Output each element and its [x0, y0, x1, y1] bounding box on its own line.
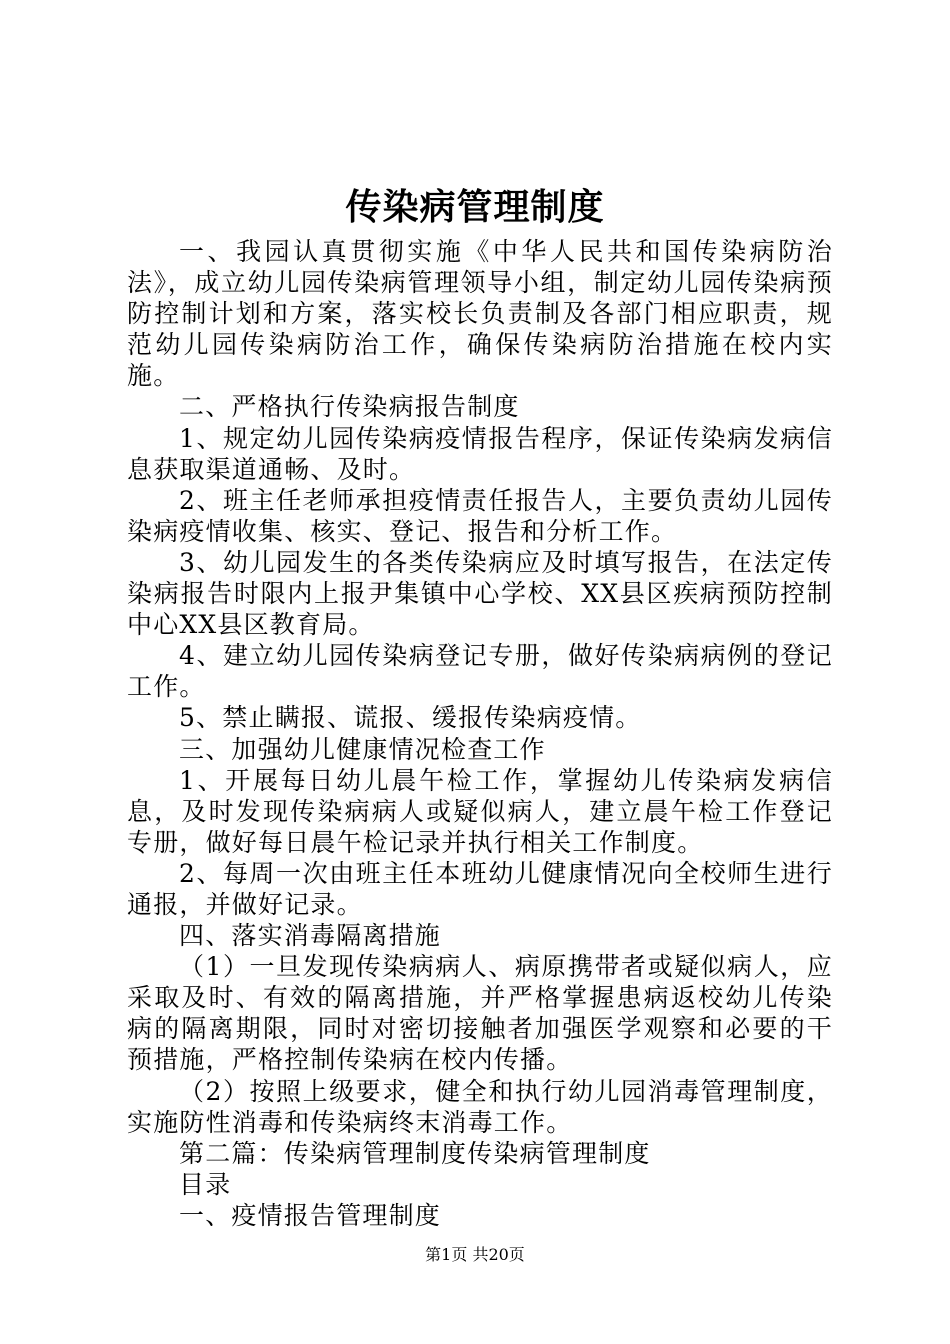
page-footer: 第1页 共20页: [425, 1245, 525, 1264]
paragraph: （2）按照上级要求，健全和执行幼儿园消毒管理制度，实施防性消毒和传染病终末消毒工作。: [127, 1076, 833, 1137]
section-heading: 四、落实消毒隔离措施: [179, 921, 442, 951]
section-heading: 三、加强幼儿健康情况检查工作: [179, 734, 546, 764]
toc-item: 一、疫情报告管理制度: [179, 1200, 442, 1230]
paragraph: 2、每周一次由班主任本班幼儿健康情况向全校师生进行通报，并做好记录。: [127, 858, 833, 919]
paragraph: 2、班主任老师承担疫情责任报告人，主要负责幼儿园传染病疫情收集、核实、登记、报告和分析工作。: [127, 485, 833, 546]
section-heading: 二、严格执行传染病报告制度: [179, 392, 520, 422]
paragraph: 一、我园认真贯彻实施《中华人民共和国传染病防治法》，成立幼儿园传染病管理领导小组，制定幼儿园传染病预防控制计划和方案，落实校长负责制及各部门相应职责，规范幼儿园传染病防治工作，确保传染病防治措施在校内实施。: [127, 237, 833, 391]
toc-heading: 目录: [179, 1169, 232, 1199]
paragraph: 5、禁止瞒报、谎报、缓报传染病疫情。: [179, 703, 642, 733]
chapter-heading: 第二篇：传染病管理制度传染病管理制度: [179, 1138, 651, 1168]
paragraph: 3、幼儿园发生的各类传染病应及时填写报告，在法定传染病报告时限内上报尹集镇中心学校、XX县区疾病预防控制中心XX县区教育局。: [127, 547, 833, 640]
paragraph: 1、规定幼儿园传染病疫情报告程序，保证传染病发病信息获取渠道通畅、及时。: [127, 423, 833, 484]
paragraph: 1、开展每日幼儿晨午检工作，掌握幼儿传染病发病信息，及时发现传染病病人或疑似病人，建立晨午检工作登记专册，做好每日晨午检记录并执行相关工作制度。: [127, 765, 833, 857]
paragraph: 4、建立幼儿园传染病登记专册，做好传染病病例的登记工作。: [127, 641, 833, 702]
paragraph: （1）一旦发现传染病病人、病原携带者或疑似病人，应采取及时、有效的隔离措施，并严格掌握患病返校幼儿传染病的隔离期限，同时对密切接触者加强医学观察和必要的干预措施，严格控制传染病在校内传播。: [127, 952, 833, 1075]
document-body: [127, 236, 833, 1231]
document-title: 传染病管理制度: [345, 186, 605, 228]
